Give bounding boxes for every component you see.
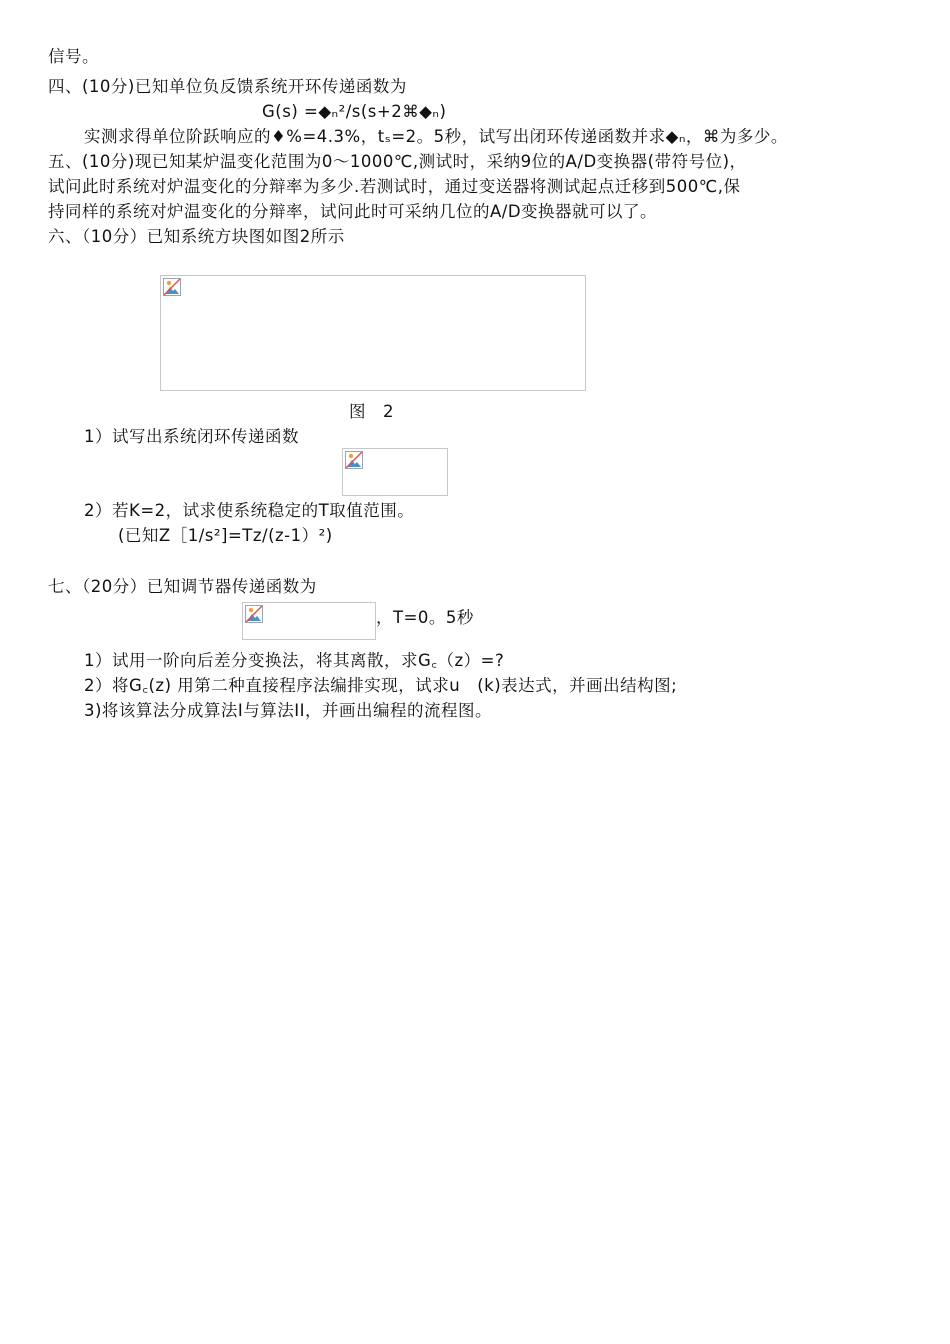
line-04: 实测求得单位阶跃响应的♦%=4.3%，tₛ=2。5秒，试写出闭环传递函数并求◆ₙ，⌘为多少。 — [84, 127, 788, 146]
line-10: 1）试写出系统闭环传递函数 — [84, 427, 299, 446]
closed-loop-formula-image — [342, 448, 448, 496]
line-12: (已知Z［1/s²]=Tz/(z-1）²) — [118, 526, 333, 545]
line-14: ，T=0。5秒 — [376, 608, 474, 627]
line-01: 信号。 — [48, 47, 99, 66]
line-02: 四、(10分)已知单位负反馈系统开环传递函数为 — [48, 77, 407, 96]
line-06: 试问此时系统对炉温变化的分辩率为多少.若测试时，通过变送器将测试起点迁移到500℃,保 — [48, 177, 741, 196]
broken-image-icon — [345, 451, 363, 469]
line-15: 1）试用一阶向后差分变换法，将其离散，求G꜀（z）=? — [84, 651, 505, 670]
line-11: 2）若K=2，试求使系统稳定的T取值范围。 — [84, 501, 415, 520]
line-13: 七、（20分）已知调节器传递函数为 — [48, 577, 317, 596]
controller-formula-image — [242, 602, 376, 640]
figure-2-caption: 图 2 — [349, 402, 394, 421]
line-07: 持同样的系统对炉温变化的分辩率，试问此时可采纳几位的A/D变换器就可以了。 — [48, 202, 658, 221]
line-03: G(s) =◆ₙ²/s(s+2⌘◆ₙ) — [262, 102, 447, 121]
broken-image-icon — [245, 605, 263, 623]
figure-2-image — [160, 275, 586, 391]
line-16: 2）将G꜀(z) 用第二种直接程序法编排实现，试求u (k)表达式，并画出结构图; — [84, 676, 678, 695]
line-05: 五、(10分)现已知某炉温变化范围为0～1000℃,测试时，采纳9位的A/D变换器(带符号位)， — [48, 152, 747, 171]
line-17: 3)将该算法分成算法I与算法II，并画出编程的流程图。 — [84, 701, 493, 720]
line-08: 六、（10分）已知系统方块图如图2所示 — [48, 227, 345, 246]
broken-image-icon — [163, 278, 181, 296]
